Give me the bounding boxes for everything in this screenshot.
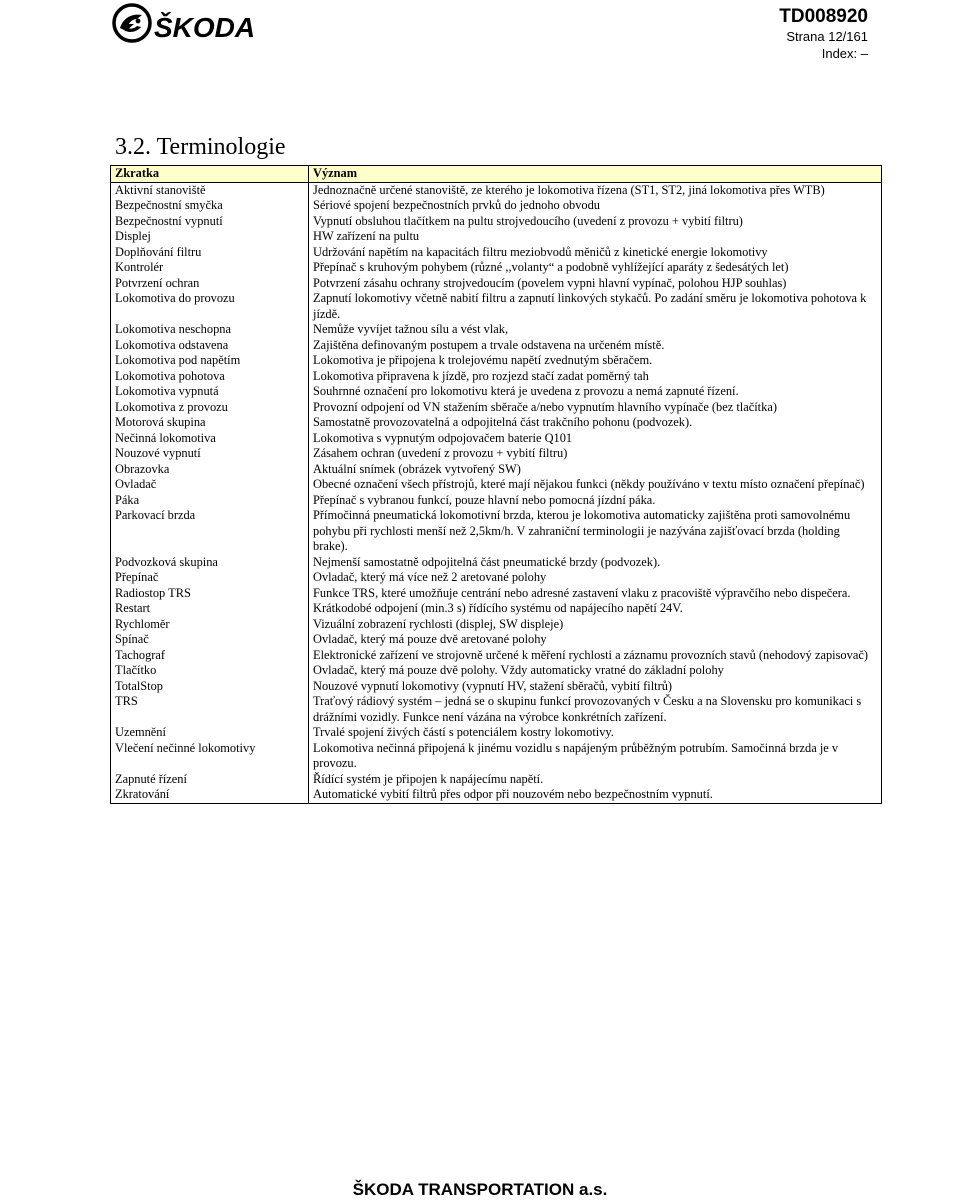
terminology-table [110,165,882,804]
table-row [111,214,882,230]
definition-cell: Ovladač, který má více než 2 aretované polohy [309,570,882,586]
term-cell: Bezpečnostní vypnutí [111,214,309,230]
table-row [111,446,882,462]
term-cell: Lokomotiva vypnutá [111,384,309,400]
term-cell: Displej [111,229,309,245]
term-cell: Tachograf [111,648,309,664]
table-row [111,601,882,617]
term-cell: Obrazovka [111,462,309,478]
table-row [111,260,882,276]
definition-cell: Nemůže vyvíjet tažnou sílu a vést vlak, [309,322,882,338]
term-cell: Potvrzení ochran [111,276,309,292]
term-cell: Radiostop TRS [111,586,309,602]
table-row [111,648,882,664]
definition-cell: Nouzové vypnutí lokomotivy (vypnutí HV, stažení sběračů, vybití filtrů) [309,679,882,695]
term-cell: Rychloměr [111,617,309,633]
term-cell: TotalStop [111,679,309,695]
table-row [111,570,882,586]
term-cell: Ovladač [111,477,309,493]
term-cell: Lokomotiva do provozu [111,291,309,322]
definition-cell: Lokomotiva připravena k jízdě, pro rozjezd stačí zadat poměrný tah [309,369,882,385]
definition-cell: Lokomotiva nečinná připojená k jinému vozidlu s napájeným průběžným potrubím. Samočinná brzda je v provozu. [309,741,882,772]
table-header-row [111,166,882,183]
term-cell: Přepínač [111,570,309,586]
definition-cell: Přepínač s kruhovým pohybem (různé ,,volanty“ a podobně vyhlížející aparáty z šedesátých let) [309,260,882,276]
term-cell: Restart [111,601,309,617]
table-row [111,694,882,725]
definition-cell: Potvrzení zásahu ochrany strojvedoucím (povelem vypni hlavní vypínač, polohou HJP souhlas) [309,276,882,292]
definition-cell: Přepínač s vybranou funkcí, pouze hlavní nebo pomocná jízdní páka. [309,493,882,509]
definition-cell: Nejmenší samostatně odpojitelná část pneumatické brzdy (podvozek). [309,555,882,571]
definition-cell: Funkce TRS, které umožňuje centrání nebo adresné zastavení vlaku z pracoviště výpravčího nebo dispečera. [309,586,882,602]
term-cell: TRS [111,694,309,725]
term-cell: Nečinná lokomotiva [111,431,309,447]
svg-text:ŠKODA: ŠKODA [154,12,255,43]
term-cell: Bezpečnostní smyčka [111,198,309,214]
term-cell: Tlačítko [111,663,309,679]
skoda-logo [110,0,255,48]
definition-cell: Ovladač, který má pouze dvě polohy. Vždy automaticky vratné do základní polohy [309,663,882,679]
table-body [111,182,882,803]
term-cell: Doplňování filtru [111,245,309,261]
term-cell: Uzemnění [111,725,309,741]
page-footer: ŠKODA TRANSPORTATION a.s. [352,1180,608,1199]
table-row [111,508,882,555]
table-row [111,741,882,772]
definition-cell: Řídící systém je připojen k napájecímu napětí. [309,772,882,788]
definition-cell: Trvalé spojení živých částí s potenciálem kostry lokomotivy. [309,725,882,741]
term-cell: Zkratování [111,787,309,803]
table-row [111,384,882,400]
definition-cell: Obecné označení všech přístrojů, které mají nějakou funkci (někdy používáno v textu místo označení přepínač) [309,477,882,493]
table-row [111,772,882,788]
definition-cell: Udržování napětím na kapacitách filtru meziobvodů měničů z kinetické energie lokomotivy [309,245,882,261]
definition-cell: Vypnutí obsluhou tlačítkem na pultu strojvedoucího (uvedení z provozu + vybití filtru) [309,214,882,230]
table-row [111,245,882,261]
term-cell: Kontrolér [111,260,309,276]
column-header-abbreviation: Zkratka [111,166,309,183]
table-row [111,338,882,354]
column-header-meaning: Význam [309,166,882,183]
table-row [111,229,882,245]
table-row [111,679,882,695]
table-row [111,400,882,416]
table-row [111,555,882,571]
definition-cell: HW zařízení na pultu [309,229,882,245]
definition-cell: Automatické vybití filtrů přes odpor při nouzovém nebo bezpečnostním vypnutí. [309,787,882,803]
document-id: TD008920 [779,6,868,27]
definition-cell: Souhrnné označení pro lokomotivu která je uvedena z provozu a nemá zapnuté řízení. [309,384,882,400]
definition-cell: Krátkodobé odpojení (min.3 s) řídícího systému od napájecího napětí 24V. [309,601,882,617]
definition-cell: Samostatně provozovatelná a odpojitelná část trakčního pohonu (podvozek). [309,415,882,431]
table-row [111,477,882,493]
term-cell: Podvozková skupina [111,555,309,571]
definition-cell: Elektronické zařízení ve strojovně určené k měření rychlosti a záznamu provozních stavů (nehodový zapisovač) [309,648,882,664]
table-row [111,291,882,322]
term-cell: Motorová skupina [111,415,309,431]
term-cell: Lokomotiva odstavena [111,338,309,354]
table-row [111,663,882,679]
table-row [111,586,882,602]
definition-cell: Přímočinná pneumatická lokomotivní brzda, kterou je lokomotiva automaticky zajištěna proti samovolnému pohybu při rychlosti menší než 2,5km/h. V zahraniční terminologii je nazývána zajišťovací brzda (holding brake). [309,508,882,555]
definition-cell: Sériové spojení bezpečnostních prvků do jednoho obvodu [309,198,882,214]
document-header [779,6,868,62]
definition-cell: Aktuální snímek (obrázek vytvořený SW) [309,462,882,478]
document-index: Index: – [821,46,868,61]
table-row [111,617,882,633]
definition-cell: Provozní odpojení od VN stažením sběrače a/nebo vypnutím hlavního vypínače (bez tlačítka) [309,400,882,416]
section-title: 3.2. Terminologie [115,134,286,160]
definition-cell: Lokomotiva s vypnutým odpojovačem baterie Q101 [309,431,882,447]
table-row [111,431,882,447]
term-cell: Nouzové vypnutí [111,446,309,462]
definition-cell: Jednoznačně určené stanoviště, ze kterého je lokomotiva řízena (ST1, ST2, jiná lokomotiva přes WTB) [309,182,882,198]
definition-cell: Ovladač, který má pouze dvě aretované polohy [309,632,882,648]
table-row [111,182,882,198]
definition-cell: Zajištěna definovaným postupem a trvale odstavena na určeném místě. [309,338,882,354]
term-cell: Vlečení nečinné lokomotivy [111,741,309,772]
table-row [111,322,882,338]
term-cell: Páka [111,493,309,509]
page-number: Strana 12/161 [786,29,868,44]
term-cell: Aktivní stanoviště [111,182,309,198]
table-row [111,369,882,385]
term-cell: Lokomotiva pod napětím [111,353,309,369]
term-cell: Lokomotiva pohotova [111,369,309,385]
table-row [111,632,882,648]
definition-cell: Vizuální zobrazení rychlosti (displej, SW displeje) [309,617,882,633]
table-row [111,198,882,214]
term-cell: Zapnuté řízení [111,772,309,788]
table-row [111,493,882,509]
table-row [111,276,882,292]
definition-cell: Zapnutí lokomotivy včetně nabití filtru a zapnutí linkových stykačů. Po zadání směru je lokomotiva pohotova k jízdě. [309,291,882,322]
term-cell: Parkovací brzda [111,508,309,555]
definition-cell: Zásahem ochran (uvedení z provozu + vybití filtru) [309,446,882,462]
definition-cell: Traťový rádiový systém – jedná se o skupinu funkcí provozovaných v Česku a na Slovensku pro komunikaci s drážními vozidly. Funkce není vázána na výrobce konkrétních zařízení. [309,694,882,725]
table-row [111,725,882,741]
term-cell: Spínač [111,632,309,648]
table-row [111,787,882,803]
term-cell: Lokomotiva neschopna [111,322,309,338]
table-row [111,415,882,431]
table-row [111,462,882,478]
definition-cell: Lokomotiva je připojena k trolejovému napětí zvednutým sběračem. [309,353,882,369]
table-row [111,353,882,369]
term-cell: Lokomotiva z provozu [111,400,309,416]
